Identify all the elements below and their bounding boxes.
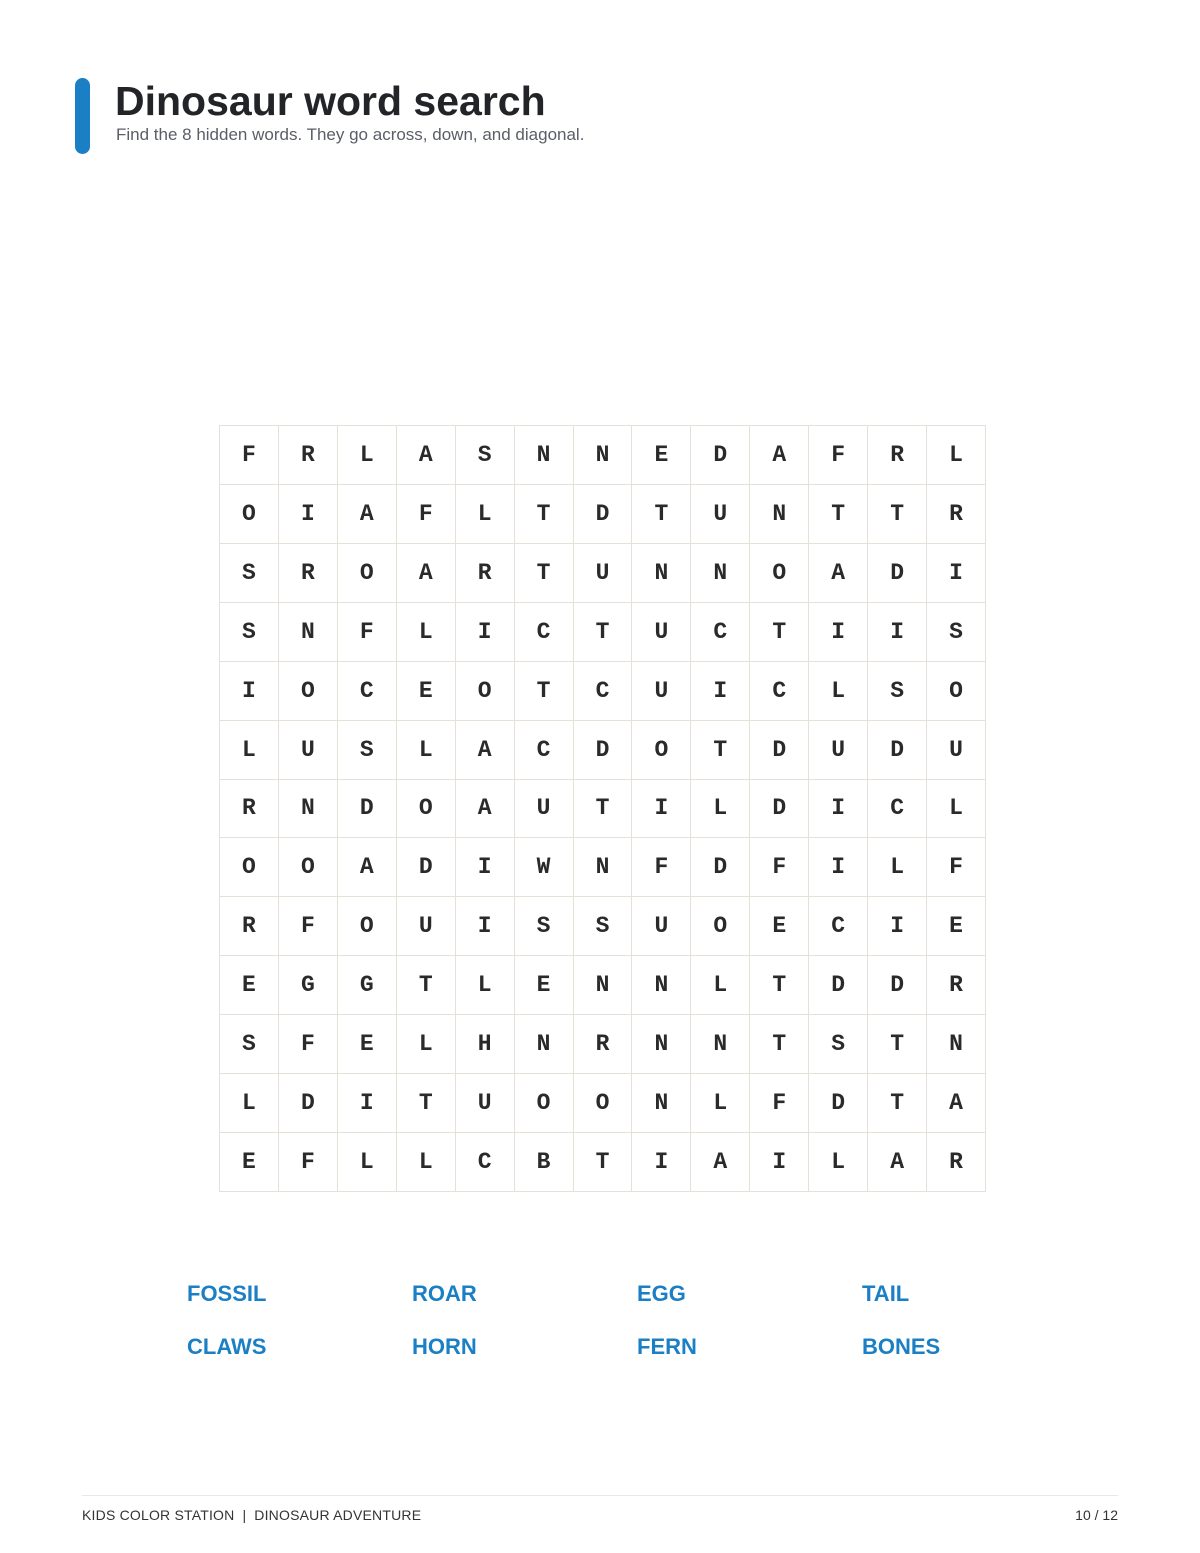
word-list-item: FOSSIL — [187, 1281, 267, 1306]
grid-cell: A — [397, 544, 456, 603]
grid-cell: N — [574, 426, 633, 485]
grid-cell: T — [691, 721, 750, 780]
grid-cell: L — [220, 1074, 279, 1133]
grid-cell: N — [750, 485, 809, 544]
grid-cell: A — [691, 1133, 750, 1192]
grid-cell: R — [279, 426, 338, 485]
grid-cell: T — [574, 603, 633, 662]
grid-cell: R — [220, 780, 279, 839]
grid-cell: N — [632, 1015, 691, 1074]
grid-cell: L — [691, 956, 750, 1015]
grid-cell: C — [515, 721, 574, 780]
grid-cell: L — [338, 426, 397, 485]
grid-cell: O — [632, 721, 691, 780]
grid-cell: N — [632, 956, 691, 1015]
grid-cell: I — [338, 1074, 397, 1133]
grid-cell: F — [397, 485, 456, 544]
grid-cell: T — [632, 485, 691, 544]
word-list-item: TAIL — [862, 1281, 910, 1306]
grid-cell: C — [868, 780, 927, 839]
grid-cell: T — [868, 1074, 927, 1133]
word-list-item: BONES — [862, 1334, 941, 1359]
grid-cell: N — [574, 838, 633, 897]
grid-cell: E — [515, 956, 574, 1015]
grid-cell: A — [868, 1133, 927, 1192]
grid-cell: N — [574, 956, 633, 1015]
grid-cell: D — [397, 838, 456, 897]
grid-cell: T — [750, 603, 809, 662]
grid-cell: O — [574, 1074, 633, 1133]
grid-cell: D — [279, 1074, 338, 1133]
grid-cell: C — [750, 662, 809, 721]
grid-cell: R — [868, 426, 927, 485]
grid-cell: T — [397, 956, 456, 1015]
grid-cell: I — [809, 838, 868, 897]
grid-cell: O — [515, 1074, 574, 1133]
grid-cell: L — [456, 956, 515, 1015]
grid-cell: L — [809, 662, 868, 721]
grid-cell: F — [279, 1015, 338, 1074]
grid-cell: E — [632, 426, 691, 485]
grid-cell: D — [868, 721, 927, 780]
grid-cell: U — [632, 662, 691, 721]
page-number: 10 / 12 — [1075, 1507, 1118, 1523]
grid-cell: T — [868, 1015, 927, 1074]
grid-cell: I — [809, 780, 868, 839]
grid-cell: A — [397, 426, 456, 485]
grid-cell: D — [574, 485, 633, 544]
grid-cell: E — [338, 1015, 397, 1074]
grid-cell: U — [632, 897, 691, 956]
grid-cell: L — [691, 1074, 750, 1133]
grid-cell: T — [868, 485, 927, 544]
grid-cell: E — [220, 1133, 279, 1192]
grid-cell: N — [515, 1015, 574, 1074]
grid-cell: N — [279, 603, 338, 662]
grid-cell: U — [515, 780, 574, 839]
grid-cell: U — [456, 1074, 515, 1133]
grid-cell: I — [456, 603, 515, 662]
word-list-item: FERN — [637, 1334, 697, 1359]
grid-cell: U — [574, 544, 633, 603]
footer-book: DINOSAUR ADVENTURE — [254, 1507, 422, 1523]
grid-cell: L — [397, 721, 456, 780]
word-list-item: HORN — [412, 1334, 477, 1359]
grid-cell: S — [809, 1015, 868, 1074]
grid-cell: U — [279, 721, 338, 780]
grid-cell: U — [397, 897, 456, 956]
grid-cell: F — [632, 838, 691, 897]
grid-cell: R — [927, 485, 986, 544]
grid-cell: L — [927, 426, 986, 485]
grid-cell: S — [338, 721, 397, 780]
grid-cell: A — [456, 721, 515, 780]
grid-cell: O — [691, 897, 750, 956]
grid-cell: O — [750, 544, 809, 603]
grid-cell: F — [750, 1074, 809, 1133]
grid-cell: L — [927, 780, 986, 839]
grid-cell: G — [279, 956, 338, 1015]
grid-cell: D — [691, 838, 750, 897]
grid-cell: D — [868, 544, 927, 603]
grid-cell: O — [279, 838, 338, 897]
word-list-item: ROAR — [412, 1281, 477, 1306]
grid-cell: L — [809, 1133, 868, 1192]
grid-cell: L — [691, 780, 750, 839]
grid-cell: U — [632, 603, 691, 662]
grid-cell: T — [574, 780, 633, 839]
grid-cell: F — [809, 426, 868, 485]
grid-cell: L — [338, 1133, 397, 1192]
word-search-grid — [219, 425, 986, 1192]
grid-cell: R — [456, 544, 515, 603]
grid-cell: N — [515, 426, 574, 485]
grid-cell: T — [574, 1133, 633, 1192]
grid-cell: N — [691, 544, 750, 603]
grid-cell: A — [750, 426, 809, 485]
grid-cell: S — [220, 603, 279, 662]
word-list-item: CLAWS — [187, 1334, 267, 1359]
grid-cell: T — [809, 485, 868, 544]
page-subtitle: Find the 8 hidden words. They go across, down, and diagonal. — [116, 125, 585, 144]
grid-cell: R — [220, 897, 279, 956]
grid-cell: N — [632, 1074, 691, 1133]
grid-cell: A — [338, 838, 397, 897]
page-title: Dinosaur word search — [115, 78, 546, 124]
grid-cell: D — [809, 956, 868, 1015]
grid-cell: N — [927, 1015, 986, 1074]
grid-cell: O — [456, 662, 515, 721]
grid-cell: C — [456, 1133, 515, 1192]
grid-cell: O — [927, 662, 986, 721]
grid-cell: D — [750, 721, 809, 780]
grid-cell: D — [574, 721, 633, 780]
footer-separator: | — [242, 1507, 247, 1523]
grid-cell: S — [515, 897, 574, 956]
grid-cell: U — [927, 721, 986, 780]
grid-cell: A — [927, 1074, 986, 1133]
grid-cell: I — [750, 1133, 809, 1192]
grid-cell: U — [691, 485, 750, 544]
grid-cell: L — [397, 1133, 456, 1192]
grid-cell: F — [279, 897, 338, 956]
grid-cell: F — [220, 426, 279, 485]
grid-cell: S — [868, 662, 927, 721]
grid-cell: R — [279, 544, 338, 603]
grid-cell: T — [515, 662, 574, 721]
grid-cell: A — [809, 544, 868, 603]
grid-cell: F — [750, 838, 809, 897]
grid-cell: I — [868, 897, 927, 956]
grid-cell: N — [691, 1015, 750, 1074]
grid-cell: T — [750, 956, 809, 1015]
grid-cell: L — [397, 603, 456, 662]
grid-cell: F — [338, 603, 397, 662]
grid-cell: I — [809, 603, 868, 662]
grid-cell: S — [220, 544, 279, 603]
grid-cell: N — [279, 780, 338, 839]
grid-cell: D — [338, 780, 397, 839]
grid-cell: R — [927, 956, 986, 1015]
grid-cell: I — [220, 662, 279, 721]
grid-cell: T — [515, 544, 574, 603]
grid-cell: L — [220, 721, 279, 780]
grid-cell: I — [279, 485, 338, 544]
grid-cell: T — [397, 1074, 456, 1133]
grid-cell: I — [456, 897, 515, 956]
grid-cell: O — [220, 838, 279, 897]
grid-cell: S — [220, 1015, 279, 1074]
grid-cell: B — [515, 1133, 574, 1192]
word-list-item: EGG — [637, 1281, 686, 1306]
grid-cell: C — [691, 603, 750, 662]
grid-cell: D — [691, 426, 750, 485]
grid-cell: I — [691, 662, 750, 721]
grid-cell: C — [338, 662, 397, 721]
grid-cell: F — [279, 1133, 338, 1192]
grid-cell: D — [809, 1074, 868, 1133]
grid-cell: C — [809, 897, 868, 956]
grid-cell: T — [750, 1015, 809, 1074]
grid-cell: C — [515, 603, 574, 662]
grid-cell: I — [868, 603, 927, 662]
footer-brand: KIDS COLOR STATION — [82, 1507, 235, 1523]
grid-cell: A — [456, 780, 515, 839]
grid-cell: L — [397, 1015, 456, 1074]
grid-cell: S — [456, 426, 515, 485]
grid-cell: D — [868, 956, 927, 1015]
grid-cell: G — [338, 956, 397, 1015]
grid-cell: I — [632, 1133, 691, 1192]
grid-cell: O — [220, 485, 279, 544]
grid-cell: O — [279, 662, 338, 721]
grid-cell: I — [456, 838, 515, 897]
grid-cell: O — [397, 780, 456, 839]
grid-cell: S — [927, 603, 986, 662]
grid-cell: D — [750, 780, 809, 839]
grid-cell: F — [927, 838, 986, 897]
grid-cell: E — [750, 897, 809, 956]
grid-cell: U — [809, 721, 868, 780]
grid-cell: R — [927, 1133, 986, 1192]
grid-cell: L — [868, 838, 927, 897]
grid-cell: T — [515, 485, 574, 544]
accent-bar — [75, 78, 90, 154]
grid-cell: W — [515, 838, 574, 897]
grid-cell: L — [456, 485, 515, 544]
grid-cell: R — [574, 1015, 633, 1074]
grid-cell: N — [632, 544, 691, 603]
footer-label — [82, 1506, 421, 1524]
word-list — [187, 1280, 1087, 1386]
grid-cell: O — [338, 897, 397, 956]
grid-cell: I — [632, 780, 691, 839]
grid-cell: C — [574, 662, 633, 721]
grid-cell: E — [397, 662, 456, 721]
grid-cell: H — [456, 1015, 515, 1074]
grid-cell: I — [927, 544, 986, 603]
grid-cell: E — [220, 956, 279, 1015]
grid-cell: A — [338, 485, 397, 544]
footer-divider — [82, 1495, 1118, 1496]
grid-cell: O — [338, 544, 397, 603]
grid-cell: S — [574, 897, 633, 956]
grid-cell: E — [927, 897, 986, 956]
